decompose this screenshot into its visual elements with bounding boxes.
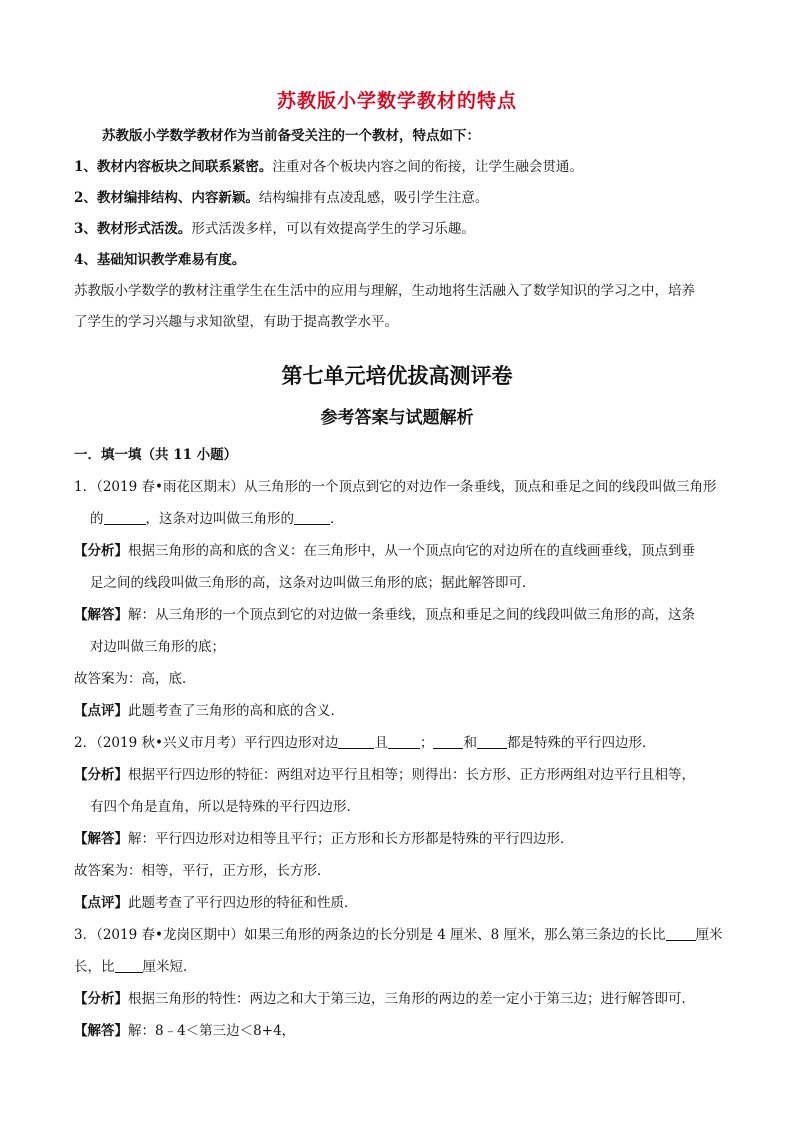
intro-lead: 苏教版小学数学教材作为当前备受关注的一个教材，特点如下： [102,128,480,144]
answer-text: 解：平行四边形对边相等且平行；正方形和长方形都是特殊的平行四边形． [128,831,574,847]
q1-analysis-line-2: 足之间的线段叫做三角形的高，这条对边叫做三角形的底；据此解答即可． [90,575,536,591]
intro-point-4 [74,250,724,270]
analysis-tag: 【分析】 [74,543,128,559]
intro-point-2 [74,188,724,208]
intro-summary-line-1: 苏教版小学数学的教材注重学生在生活中的应用与理解，生动地将生活融入了数学知识的学习之中，培养 [74,283,695,299]
q2-text: ； [419,735,434,751]
q2-text: 和 [463,735,477,751]
answer-blank[interactable] [115,958,143,973]
q1-answer-line-1 [74,605,724,625]
point-text: 形式活泼多样，可以有效提高学生的学习乐趣。 [191,221,475,237]
intro-summary-line-2: 了学生的学习兴趣与求知欲望，有助于提高教学水平。 [74,314,398,330]
section-heading: 一．填一填（共 11 小题） [74,447,238,463]
answer-blank[interactable] [666,926,696,941]
answer-blank[interactable] [477,734,507,749]
answer-blank[interactable] [338,734,374,749]
answer-blank[interactable] [388,734,420,749]
point-heading: 4、基础知识教学难易有度。 [74,252,246,268]
q3-line-2 [74,957,724,977]
point-text: 注重对各个板块内容之间的衔接，让学生融会贯通。 [272,159,583,175]
comment-tag: 【点评】 [74,895,128,911]
answer-text: 解：从三角形的一个顶点到它的对边做一条垂线，顶点和垂足之间的线段叫做三角形的高，这条 [128,607,695,623]
answer-blank[interactable] [433,734,463,749]
exam-subtitle: 参考答案与试题解析 [320,408,474,428]
q1-final-answer: 故答案为：高，底． [74,671,196,687]
q2-comment [74,893,724,913]
q2-analysis-line-1 [74,765,724,785]
q3-answer-line-1 [74,1021,724,1041]
answer-tag: 【解答】 [74,831,128,847]
q3-line-1 [74,925,724,945]
q2-line-1 [74,733,724,753]
q3-text: 长，比 [74,959,115,975]
q3-text: 厘米短． [142,959,197,975]
intro-point-3 [74,219,724,239]
q3-text: 厘米 [695,927,723,943]
q1-line-2 [90,509,740,529]
analysis-text: 根据三角形的高和底的含义：在三角形中，从一个顶点向它的对边所在的直线画垂线，顶点到垂 [128,543,695,559]
q1-text: ． [330,511,344,527]
analysis-text: 根据三角形的特性：两边之和大于第三边，三角形的两边的差一定小于第三边；进行解答即可． [128,991,695,1007]
q2-text: 且 [374,735,388,751]
comment-tag: 【点评】 [74,703,128,719]
q1-analysis-line-1 [74,541,724,561]
q3-analysis-line-1 [74,989,724,1009]
q1-answer-line-2: 对边叫做三角形的底； [90,639,225,655]
q2-text: 2．（2019 秋•兴义市月考）平行四边形对边 [74,735,339,751]
q2-final-answer: 故答案为：相等，平行，正方形，长方形． [74,863,331,879]
answer-tag: 【解答】 [74,1023,128,1039]
point-heading: 3、教材形式活泼。 [74,221,192,237]
answer-blank[interactable] [104,510,146,525]
analysis-tag: 【分析】 [74,991,128,1007]
q3-text: 3．（2019 春•龙岗区期中）如果三角形的两条边的长分别是 4 厘米、8 厘米，那么第三条边的长比 [74,927,666,943]
q1-text: 的 [90,511,104,527]
q2-text: 都是特殊的平行四边形． [506,735,656,751]
q1-line-1: 1．（2019 春•雨花区期末）从三角形的一个顶点到它的对边作一条垂线，顶点和垂足之间的线段叫做三角形 [74,479,717,495]
q1-text: ，这条对边叫做三角形的 [145,511,294,527]
answer-tag: 【解答】 [74,607,128,623]
analysis-text: 根据平行四边形的特征：两组对边平行且相等；则得出：长方形、正方形两组对边平行且相等， [128,767,695,783]
intro-title: 苏教版小学数学教材的特点 [276,90,517,112]
comment-text: 此题考查了平行四边形的特征和性质． [128,895,358,911]
point-heading: 1、教材内容板块之间联系紧密。 [74,159,273,175]
q2-answer-line-1 [74,829,724,849]
exam-title: 第七单元培优拔高测评卷 [281,364,513,388]
point-text: 结构编排有点凌乱感，吸引学生注意。 [258,190,489,206]
q2-analysis-line-2: 有四个角是直角，所以是特殊的平行四边形． [90,799,360,815]
comment-text: 此题考查了三角形的高和底的含义． [128,703,344,719]
answer-text: 解：8﹣4＜第三边＜8+4， [128,1023,296,1039]
point-heading: 2、教材编排结构、内容新颖。 [74,190,259,206]
intro-point-1 [74,157,724,177]
q1-comment [74,701,724,721]
answer-blank[interactable] [294,510,330,525]
analysis-tag: 【分析】 [74,767,128,783]
